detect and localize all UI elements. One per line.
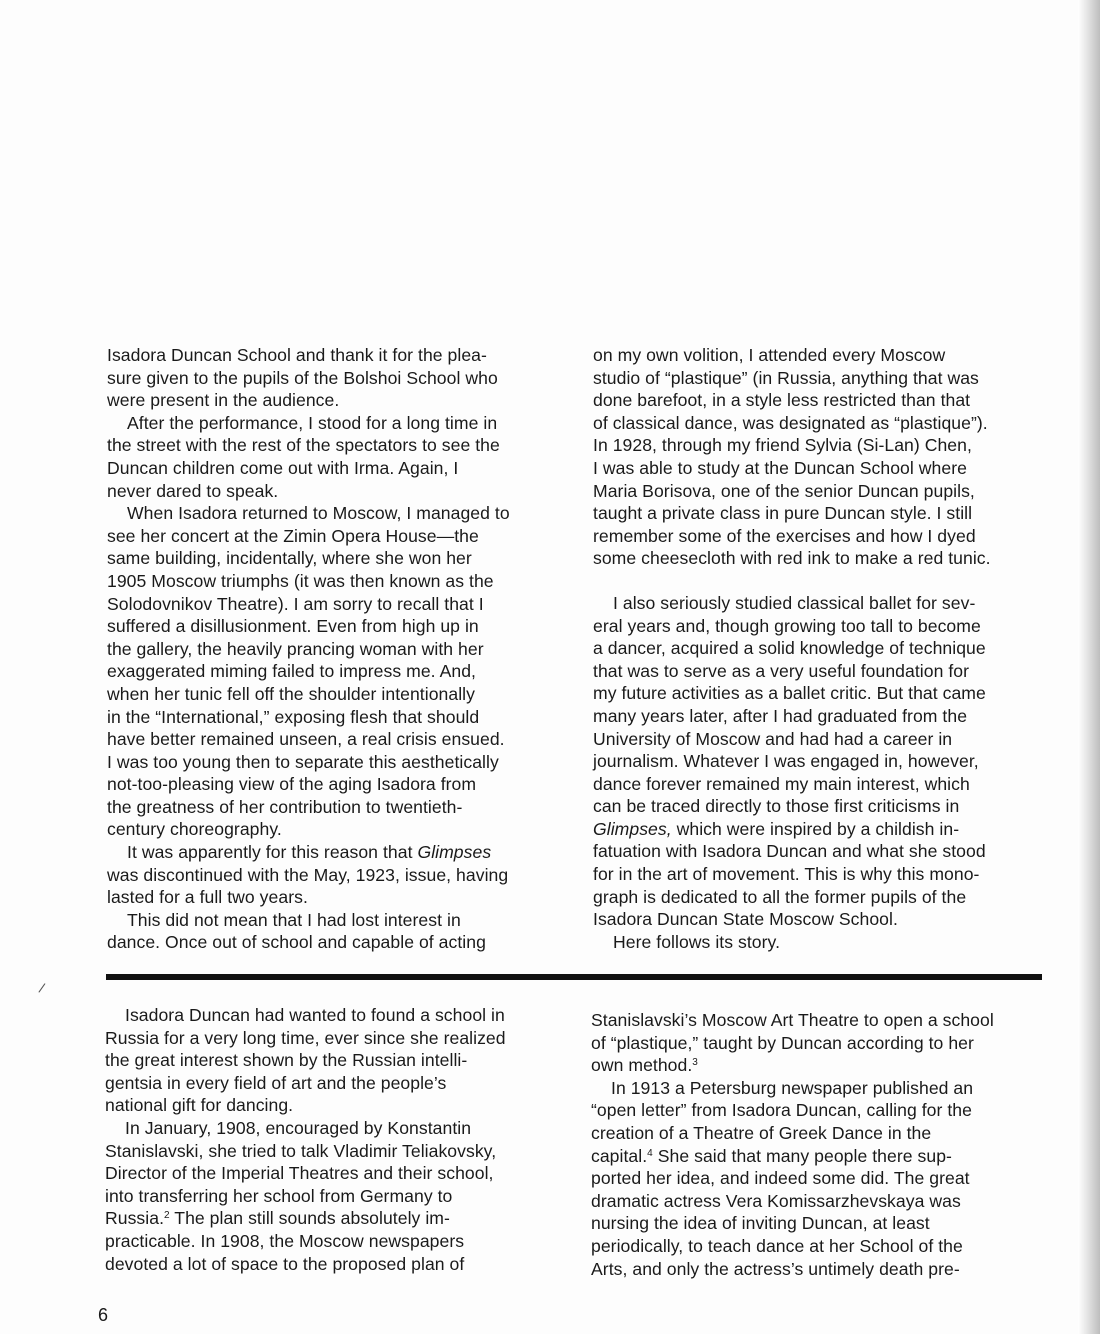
text-line bbox=[107, 660, 567, 683]
text-line bbox=[105, 1140, 565, 1163]
text-line bbox=[593, 660, 1055, 683]
text-line bbox=[105, 1027, 565, 1050]
line-text: dramatic actress Vera Komissarzhevskaya was bbox=[591, 1190, 961, 1211]
line-text: can be traced directly to those first criticisms in bbox=[593, 796, 960, 817]
line-text: This did not mean that I had lost interest in bbox=[127, 909, 461, 930]
line-text: never dared to speak. bbox=[107, 480, 279, 501]
line-text: practicable. In 1908, the Moscow newspapers bbox=[105, 1230, 465, 1251]
line-text: graph is dedicated to all the former pupils of the bbox=[593, 886, 967, 907]
line-text: She said that many people there sup- bbox=[652, 1145, 952, 1166]
text-line bbox=[107, 344, 567, 367]
line-text: the greatness of her contribution to twentieth- bbox=[107, 796, 463, 817]
line-text: many years later, after I had graduated from the bbox=[593, 705, 968, 726]
text-line bbox=[591, 1009, 1051, 1032]
text-line bbox=[593, 592, 1055, 615]
text-line bbox=[105, 1162, 565, 1185]
line-text: Here follows its story. bbox=[613, 931, 781, 952]
line-text: the street with the rest of the spectators to see the bbox=[107, 435, 500, 456]
line-text: were present in the audience. bbox=[107, 390, 340, 411]
footnote-ref: 4 bbox=[647, 1147, 653, 1159]
text-line bbox=[593, 705, 1055, 728]
line-text: some cheesecloth with red ink to make a red tunic. bbox=[593, 548, 991, 569]
text-line bbox=[107, 457, 567, 480]
line-text: into transferring her school from Germany to bbox=[105, 1185, 453, 1206]
text-line bbox=[593, 480, 1055, 503]
text-line bbox=[107, 728, 567, 751]
italic-title: Glimpses bbox=[417, 842, 492, 863]
line-text: own method. bbox=[591, 1055, 693, 1076]
top-right-column bbox=[593, 344, 1055, 953]
text-line bbox=[593, 818, 1055, 841]
line-text: not-too-pleasing view of the aging Isadora from bbox=[107, 774, 477, 795]
line-text: It was apparently for this reason that bbox=[127, 842, 418, 863]
line-text: In 1928, through my friend Sylvia (Si-Lan) Chen, bbox=[593, 435, 972, 456]
text-line bbox=[591, 1258, 1051, 1281]
line-text: “open letter” from Isadora Duncan, calling for the bbox=[591, 1100, 972, 1121]
line-text: creation of a Theatre of Greek Dance in the bbox=[591, 1122, 932, 1143]
line-text: on my own volition, I attended every Moscow bbox=[593, 345, 946, 365]
text-line bbox=[591, 1190, 1051, 1213]
line-text: University of Moscow and had had a career in bbox=[593, 728, 953, 749]
line-text: century choreography. bbox=[107, 819, 282, 840]
text-line bbox=[107, 818, 567, 841]
line-text: devoted a lot of space to the proposed plan of bbox=[105, 1253, 465, 1274]
text-line bbox=[593, 502, 1055, 525]
line-text: a dancer, acquired a solid knowledge of technique bbox=[593, 638, 986, 659]
stray-pencil-mark: / bbox=[37, 979, 47, 997]
text-line bbox=[593, 389, 1055, 412]
page-binding-shadow bbox=[1078, 0, 1100, 1334]
text-line bbox=[107, 683, 567, 706]
text-line bbox=[107, 525, 567, 548]
text-line bbox=[105, 1117, 565, 1140]
line-text: was discontinued with the May, 1923, issue, having bbox=[107, 864, 509, 885]
text-line bbox=[107, 909, 567, 932]
bottom-left-column bbox=[105, 1004, 565, 1275]
text-line bbox=[105, 1072, 565, 1095]
line-text: The plan still sounds absolutely im- bbox=[169, 1208, 450, 1229]
bottom-right-column bbox=[591, 1009, 1051, 1280]
text-line bbox=[107, 434, 567, 457]
text-line bbox=[107, 547, 567, 570]
line-text: when her tunic fell off the shoulder intentionally bbox=[107, 683, 475, 704]
line-text: When Isadora returned to Moscow, I managed to bbox=[127, 503, 510, 524]
text-line bbox=[107, 864, 567, 887]
line-text: Maria Borisova, one of the senior Duncan pupils, bbox=[593, 480, 975, 501]
line-text: exaggerated miming failed to impress me. And, bbox=[107, 661, 476, 682]
text-line bbox=[593, 457, 1055, 480]
line-text: Isadora Duncan School and thank it for the plea- bbox=[107, 345, 487, 365]
text-line bbox=[593, 728, 1055, 751]
text-line bbox=[593, 795, 1055, 818]
text-line bbox=[105, 1004, 565, 1027]
line-text: taught a private class in pure Duncan style. I still bbox=[593, 503, 973, 524]
line-text: same building, incidentally, where she won her bbox=[107, 548, 472, 569]
line-text: Director of the Imperial Theatres and their school, bbox=[105, 1163, 494, 1184]
text-line bbox=[593, 931, 1055, 954]
text-line bbox=[105, 1207, 565, 1230]
line-text: suffered a disillusionment. Even from high up in bbox=[107, 616, 479, 637]
section-divider-rule bbox=[106, 974, 1042, 980]
text-line bbox=[593, 637, 1055, 660]
page-number: 6 bbox=[98, 1305, 109, 1325]
text-line bbox=[593, 773, 1055, 796]
text-line bbox=[593, 682, 1055, 705]
text-line bbox=[593, 908, 1055, 931]
text-line bbox=[107, 841, 567, 864]
line-text: capital. bbox=[591, 1145, 648, 1166]
line-text: the gallery, the heavily prancing woman with her bbox=[107, 638, 484, 659]
line-text: Isadora Duncan had wanted to found a school in bbox=[125, 1005, 505, 1025]
line-text: Duncan children come out with Irma. Again, I bbox=[107, 457, 459, 478]
text-line bbox=[591, 1122, 1051, 1145]
line-text: studio of “plastique” (in Russia, anything that was bbox=[593, 367, 979, 388]
text-line bbox=[591, 1077, 1051, 1100]
text-line bbox=[107, 773, 567, 796]
text-line bbox=[107, 412, 567, 435]
text-line bbox=[591, 1054, 1051, 1077]
line-text: of classical dance, was designated as “plastique”). bbox=[593, 412, 988, 433]
line-text: ported her idea, and indeed some did. The great bbox=[591, 1168, 970, 1189]
text-line bbox=[107, 751, 567, 774]
line-text: Isadora Duncan State Moscow School. bbox=[593, 909, 898, 930]
text-line bbox=[105, 1253, 565, 1276]
line-text: remember some of the exercises and how I dyed bbox=[593, 525, 976, 546]
line-text: Solodovnikov Theatre). I am sorry to recall that I bbox=[107, 593, 484, 614]
text-line bbox=[593, 367, 1055, 390]
line-text: see her concert at the Zimin Opera House—the bbox=[107, 525, 479, 546]
text-line bbox=[593, 412, 1055, 435]
text-line bbox=[105, 1049, 565, 1072]
text-line bbox=[593, 547, 1055, 570]
top-right-paragraph-group-a bbox=[593, 344, 1055, 570]
line-text: I was too young then to separate this aesthetically bbox=[107, 751, 499, 772]
text-line bbox=[107, 593, 567, 616]
line-text: national gift for dancing. bbox=[105, 1095, 294, 1116]
text-line bbox=[591, 1145, 1051, 1168]
text-line bbox=[593, 525, 1055, 548]
text-line bbox=[591, 1167, 1051, 1190]
top-left-column bbox=[107, 344, 567, 954]
text-line bbox=[107, 931, 567, 954]
line-text: In January, 1908, encouraged by Konstantin bbox=[125, 1117, 472, 1138]
text-line bbox=[107, 502, 567, 525]
line-text: dance forever remained my main interest, which bbox=[593, 773, 970, 794]
line-text: that was to serve as a very useful foundation for bbox=[593, 660, 970, 681]
line-text: in the “International,” exposing flesh that should bbox=[107, 706, 480, 727]
text-line bbox=[107, 796, 567, 819]
footnote-ref: 3 bbox=[692, 1057, 698, 1069]
line-text: journalism. Whatever I was engaged in, however, bbox=[593, 751, 979, 772]
text-line bbox=[107, 886, 567, 909]
line-text: dance. Once out of school and capable of acting bbox=[107, 932, 486, 953]
text-line bbox=[591, 1235, 1051, 1258]
text-line bbox=[107, 480, 567, 503]
line-text: eral years and, though growing too tall to become bbox=[593, 615, 981, 636]
text-line bbox=[593, 615, 1055, 638]
line-text: Russia for a very long time, ever since she realized bbox=[105, 1027, 506, 1048]
line-text: Stanislavski, she tried to talk Vladimir Teliakovsky, bbox=[105, 1140, 497, 1161]
text-line bbox=[591, 1212, 1051, 1235]
line-text: have better remained unseen, a real crisis ensued. bbox=[107, 729, 505, 750]
line-text: sure given to the pupils of the Bolshoi School who bbox=[107, 367, 498, 388]
line-text: gentsia in every field of art and the people’s bbox=[105, 1072, 447, 1093]
line-text: Stanislavski’s Moscow Art Theatre to open a school bbox=[591, 1010, 994, 1030]
line-text: for in the art of movement. This is why this mono- bbox=[593, 864, 980, 885]
line-text: which were inspired by a childish in- bbox=[671, 818, 960, 839]
text-line bbox=[107, 570, 567, 593]
line-text: periodically, to teach dance at her School of the bbox=[591, 1235, 963, 1256]
line-text: the great interest shown by the Russian intelli- bbox=[105, 1050, 468, 1071]
text-line bbox=[593, 750, 1055, 773]
top-right-paragraph-group-b bbox=[593, 592, 1055, 954]
line-text: I also seriously studied classical ballet for sev- bbox=[613, 592, 976, 613]
text-line bbox=[593, 840, 1055, 863]
text-line bbox=[593, 434, 1055, 457]
line-text: of “plastique,” taught by Duncan according to her bbox=[591, 1032, 974, 1053]
text-line bbox=[105, 1185, 565, 1208]
text-line bbox=[591, 1032, 1051, 1055]
line-text: After the performance, I stood for a long time in bbox=[127, 412, 498, 433]
text-line bbox=[593, 863, 1055, 886]
text-line bbox=[593, 886, 1055, 909]
text-line bbox=[105, 1094, 565, 1117]
line-text: Arts, and only the actress’s untimely death pre- bbox=[591, 1258, 960, 1279]
text-line bbox=[107, 638, 567, 661]
text-line bbox=[107, 615, 567, 638]
line-text: my future activities as a ballet critic. But that came bbox=[593, 683, 986, 704]
line-text: lasted for a full two years. bbox=[107, 887, 308, 908]
paragraph-gap bbox=[593, 570, 1055, 592]
line-text: 1905 Moscow triumphs (it was then known as the bbox=[107, 570, 494, 591]
line-text: fatuation with Isadora Duncan and what she stood bbox=[593, 841, 986, 862]
text-line bbox=[107, 367, 567, 390]
footnote-ref: 2 bbox=[164, 1210, 170, 1222]
text-line bbox=[591, 1099, 1051, 1122]
line-text: done barefoot, in a style less restricted than that bbox=[593, 390, 971, 411]
text-line bbox=[107, 389, 567, 412]
line-text: In 1913 a Petersburg newspaper published an bbox=[611, 1077, 974, 1098]
text-line bbox=[105, 1230, 565, 1253]
text-line bbox=[107, 706, 567, 729]
line-text: Russia. bbox=[105, 1208, 165, 1229]
text-line bbox=[593, 344, 1055, 367]
italic-title: Glimpses, bbox=[593, 818, 672, 839]
line-text: I was able to study at the Duncan School where bbox=[593, 457, 967, 478]
line-text: nursing the idea of inviting Duncan, at least bbox=[591, 1213, 930, 1234]
